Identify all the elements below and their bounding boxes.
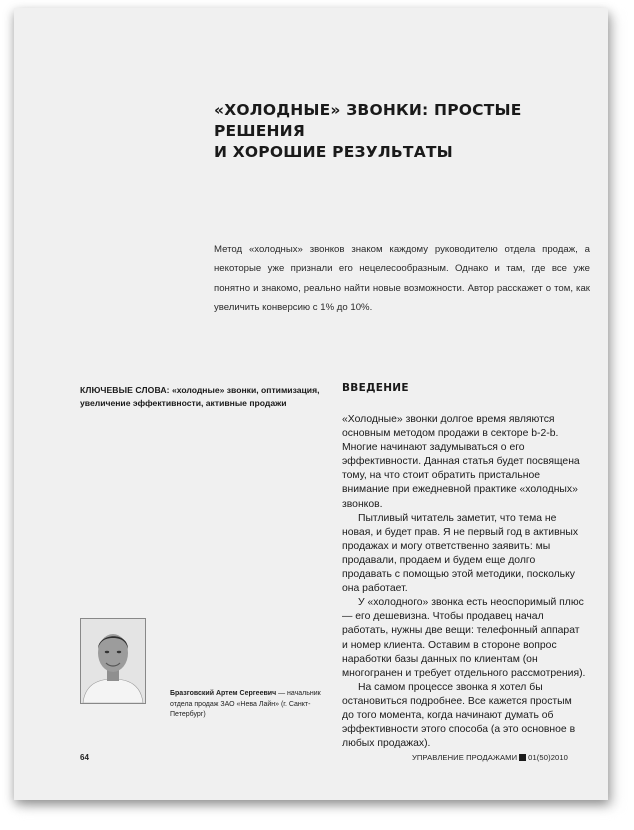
article-title-line1: «ХОЛОДНЫЕ» ЗВОНКИ: ПРОСТЫЕ РЕШЕНИЯ: [214, 101, 522, 140]
body-paragraph: У «холодного» звонка есть неоспоримый плюс — его дешевизна. Чтобы продавец начал работать, нужны две вещи: телефонный аппарат и номер клиента. Оставим в стороне вопрос наработки базы данных по клиентам (он многогранен и требует отдельного рассмотрения).: [342, 597, 586, 679]
author-photo: [80, 618, 146, 704]
author-description: — начальник отдела продаж ЗАО «Нева Лайн» (г. Санкт-Петербург): [170, 690, 321, 718]
author-portrait-image: [81, 619, 145, 703]
journal-name: УПРАВЛЕНИЕ ПРОДАЖАМИ: [411, 753, 518, 762]
magazine-page: [14, 8, 608, 800]
keywords-label: КЛЮЧЕВЫЕ СЛОВА:: [80, 385, 170, 395]
keywords-block: [80, 384, 328, 409]
keywords-text: «холодные» звонки, оптимизация, увеличение эффективности, активные продажи: [80, 385, 320, 408]
body-paragraph: «Холодные» звонки долгое время являются основным методом продажи в секторе b-2-b. Многие начинают задумываться о его эффективности. Данная статья будет посвящена тому, на что стоит обратить пристальное внимание при ежедневной практике «холодных» звонков.: [342, 414, 580, 510]
body-paragraph: Пытливый читатель заметит, что тема не новая, и будет прав. Я не первый год в активных продажах и могу ответственно заявить: мы продавали, продаем и будем еще долго продавать с помощью этой методики, поскольку она работает.: [342, 512, 579, 595]
article-title: [214, 100, 594, 163]
journal-issue: 01(50)2010: [528, 753, 568, 762]
page-number: 64: [80, 753, 89, 762]
footer-journal: [412, 753, 568, 762]
body-paragraph: На самом процессе звонка я хотел бы остановиться подробнее. Все кажется простым до того момента, когда начинают думать об эффективности этого способа (а это основное в любых продажах).: [342, 681, 576, 750]
section-heading: ВВЕДЕНИЕ: [342, 382, 409, 394]
article-title-line2: И ХОРОШИЕ РЕЗУЛЬТАТЫ: [214, 143, 453, 161]
author-caption: [170, 689, 338, 721]
author-name: Бразговский Артем Сергеевич: [170, 690, 277, 697]
article-lead: Метод «холодных» звонков знаком каждому руководителю отдела продаж, а некоторые уже признали его нецелесообразным. Однако и там, где все уже понятно и знакомо, реально найти новые возможности. Автор расскажет о том, как увеличить конверсию с 1% до 10%.: [214, 244, 590, 314]
square-bullet-icon: [519, 754, 526, 761]
article-body: [342, 413, 586, 751]
